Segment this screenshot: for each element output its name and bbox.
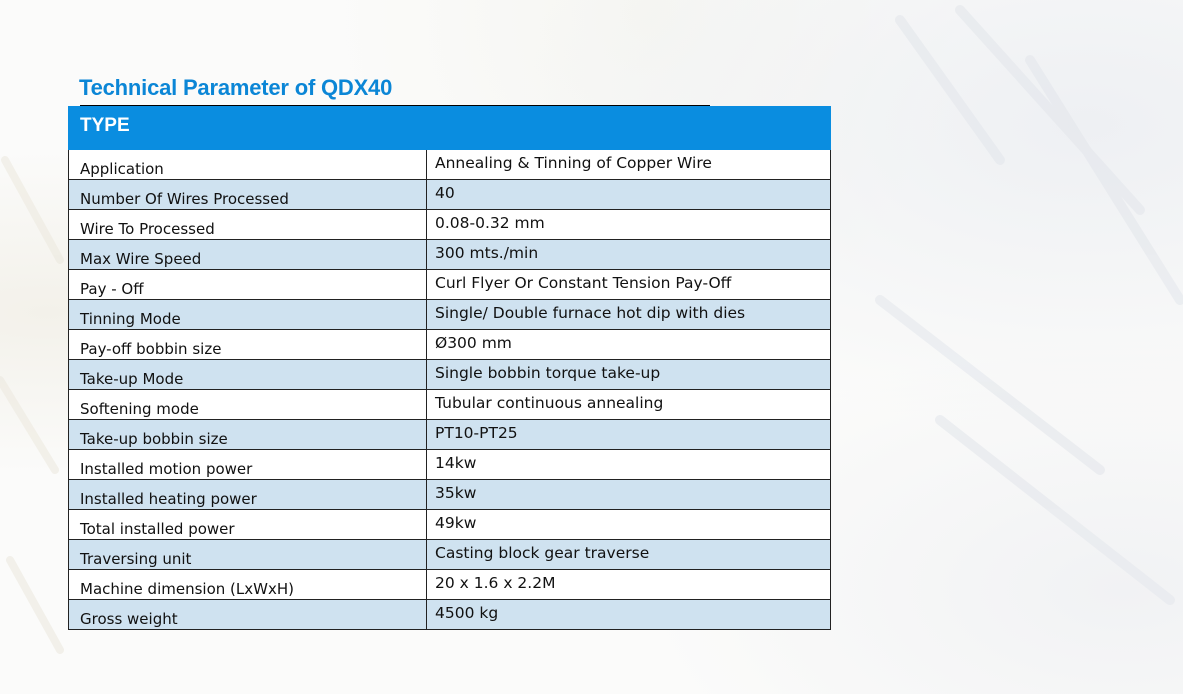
parameter-label: Machine dimension (LxWxH): [69, 570, 427, 600]
parameter-label: Tinning Mode: [69, 300, 427, 330]
parameter-label: Installed heating power: [69, 480, 427, 510]
table-row: [69, 240, 831, 270]
table-row: [69, 300, 831, 330]
parameter-label: Total installed power: [69, 510, 427, 540]
technical-parameter-table: [68, 106, 831, 630]
page-title: Technical Parameter of QDX40: [79, 75, 393, 100]
parameter-value: PT10-PT25: [427, 420, 831, 450]
parameter-label: Pay - Off: [69, 270, 427, 300]
parameter-value: Casting block gear traverse: [427, 540, 831, 570]
parameter-label: Max Wire Speed: [69, 240, 427, 270]
parameter-value: Curl Flyer Or Constant Tension Pay-Off: [427, 270, 831, 300]
table-row: [69, 330, 831, 360]
parameter-value: Single bobbin torque take-up: [427, 360, 831, 390]
parameter-label: Traversing unit: [69, 540, 427, 570]
table-header-row: [69, 107, 831, 150]
parameter-value: Ø300 mm: [427, 330, 831, 360]
table-row: [69, 210, 831, 240]
parameter-label: Gross weight: [69, 600, 427, 630]
parameter-label: Take-up Mode: [69, 360, 427, 390]
table-body: [69, 150, 831, 630]
parameter-label: Application: [69, 150, 427, 180]
parameter-label: Number Of Wires Processed: [69, 180, 427, 210]
table-row: [69, 570, 831, 600]
parameter-label: Softening mode: [69, 390, 427, 420]
table-row: [69, 510, 831, 540]
table-row: [69, 450, 831, 480]
parameter-value: Tubular continuous annealing: [427, 390, 831, 420]
parameter-label: Take-up bobbin size: [69, 420, 427, 450]
table-row: [69, 150, 831, 180]
table-row: [69, 420, 831, 450]
table-row: [69, 540, 831, 570]
table-row: [69, 180, 831, 210]
parameter-value: Single/ Double furnace hot dip with dies: [427, 300, 831, 330]
table-row: [69, 600, 831, 630]
parameter-value: 20 x 1.6 x 2.2M: [427, 570, 831, 600]
parameter-value: 35kw: [427, 480, 831, 510]
table-row: [69, 360, 831, 390]
parameter-value: 0.08-0.32 mm: [427, 210, 831, 240]
parameter-value: 14kw: [427, 450, 831, 480]
parameter-label: Wire To Processed: [69, 210, 427, 240]
table-header-type: TYPE: [69, 107, 831, 150]
parameter-value: 49kw: [427, 510, 831, 540]
parameter-value: 300 mts./min: [427, 240, 831, 270]
parameter-label: Pay-off bobbin size: [69, 330, 427, 360]
parameter-value: 40: [427, 180, 831, 210]
table-row: [69, 390, 831, 420]
table-row: [69, 270, 831, 300]
parameter-value: Annealing & Tinning of Copper Wire: [427, 150, 831, 180]
table-row: [69, 480, 831, 510]
parameter-value: 4500 kg: [427, 600, 831, 630]
parameter-label: Installed motion power: [69, 450, 427, 480]
